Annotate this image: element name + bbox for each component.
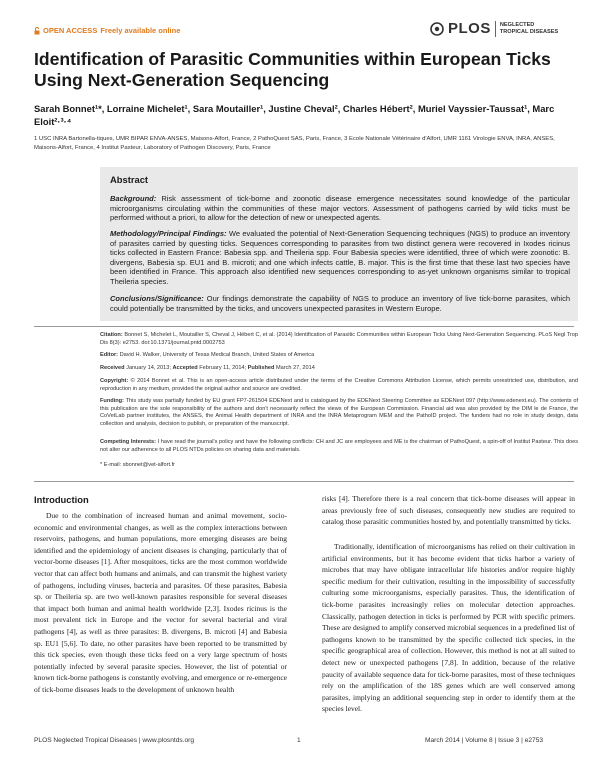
competing-interests [100, 439, 578, 454]
article-title: Identification of Parasitic Communities within European Ticks Using Next-Generation Sequencing [34, 49, 551, 90]
logo-divider [495, 21, 496, 37]
open-access-banner [34, 26, 180, 35]
abstract-conclusions [110, 294, 570, 313]
intro-col2-p1: risks [4]. Therefore there is a real concern that tick-borne diseases will appear in areas previously free of such diseases, consequently new studies are required to catalog those parasitic communities hosted by, and potentially transmitted by ticks. [322, 494, 575, 527]
footer-issue: March 2014 | Volume 8 | Issue 3 | e2753 [425, 737, 544, 744]
background-text: Risk assessment of tick-borne and zoonotic disease emergence necessitates sound knowledge of the particular microorganisms circulating within the communities of these major vectors. Assessment of pathogens carried by wild ticks must be performed without a priori, to allow for the detection of new or unexpected agents. [110, 194, 570, 223]
plos-logo [430, 20, 558, 37]
meta-bottom-rule [34, 481, 574, 482]
journal-name [500, 22, 558, 35]
email: * E-mail: sbonnet@vet-alfort.fr [100, 462, 176, 468]
editor-text: David H. Walker, University of Texas Medical Branch, United States of America [119, 352, 315, 358]
competing-label: Competing Interests: [100, 439, 156, 445]
published-date: March 27, 2014 [275, 365, 315, 371]
editor-label: Editor: [100, 352, 119, 358]
published-label: Published [247, 365, 275, 371]
dates [100, 365, 578, 373]
journal-name-line2: TROPICAL DISEASES [499, 28, 559, 35]
meta-top-rule [34, 326, 574, 327]
intro-col2-p2: Traditionally, identification of microorganisms has relied on their cultivation in artificial environments, but it has become evident that ticks harbor a variety of microbes that may have obligate intracellular life histories and/or require highly specific medium for their cultivation, resulting in the impossibility of successfully culturing some microorganisms, especially parasites. Thus, the identification of tick-borne parasites increasingly relies on molecular detection approaches. Classically, pathogen detection in ticks is performed by PCR with specific primers. These are designed to amplify conserved microbial sequences in a predefined list of pathogens known to be transmitted by the specific collected tick species, in the specific geographical area of collection. However, this method is not at all suited to detect new or unexpected pathogens [7,8]. In addition, because of the relative paucity of available sequence data for tick-borne parasites, most of these techniques rely on the amplification of the 18S genes which are well conserved among parasites, implying an additional sequencing step in order to identify them at the species level. [322, 542, 575, 714]
accepted-label: Accepted [172, 365, 198, 371]
copyright-text: © 2014 Bonnet et al. This is an open-access article distributed under the terms of the Creative Commons Attribution License, which permits unrestricted use, distribution, and reproduction in any medium, provided the original author and source are credited. [100, 378, 578, 392]
footer-page-number: 1 [297, 737, 301, 744]
background-label: Background: [110, 194, 157, 203]
abstract-background [110, 194, 570, 223]
citation-text: Bonnet S, Michelet L, Moutailler S, Cheval J, Hébert C, et al. (2014) Identification of Parasitic Communities within European Ticks Using Next-Generation Sequencing. PLoS Negl Trop Dis 8(3): e2753. doi:10.1371/journal.pntd.0002753 [100, 332, 578, 346]
funding-label: Funding: [100, 398, 124, 404]
citation-label: Citation: [100, 332, 123, 338]
free-label: Freely available online [100, 26, 181, 35]
abstract-heading: Abstract [110, 174, 149, 185]
plos-wordmark: PLOS [448, 20, 491, 37]
author-list: Sarah Bonnet¹*, Lorraine Michelet¹, Sara Moutailler¹, Justine Cheval², Charles Hébert², Muriel Vayssier-Taussat¹, Marc Eloit²·³·⁴ [34, 103, 555, 127]
accepted-date: February 11, 2014; [199, 365, 247, 371]
citation [100, 332, 578, 347]
journal-name-line1: NEGLECTED [499, 22, 535, 28]
copyright-label: Copyright: [100, 378, 129, 384]
competing-text: I have read the journal's policy and have the following conflicts: CH and JC are employees and ME is the chairman of PathoQuest, a spin-off of Institut Pasteur. This does not alter our adherence to all PLOS NTDs policies on sharing data and materials. [100, 439, 578, 453]
funding-text: This study was partially funded by EU grant FP7-261504 EDENext and is catalogued by the EDENext Steering Committee as EDENext 097 (http://www.edenext.eu). The contents of this publication are the sole responsibility of the authors and don't necessarily reflect the views of the European Commission. Financial aid was also provided by the DIM le de France, the CoVetLab partner institutes, the ANSES, the Animal Health department of INRA and the INRA Metaprogram MEM and the PathoID project. The funders had no role in study design, data collection and analysis, decision to publish, or preparation of the manuscript. [100, 398, 578, 427]
methods-text: We evaluated the potential of Next-Generation Sequencing techniques (NGS) to produce an inventory of parasites carried by questing ticks. Sequences corresponding to parasites from two distinct genera were recovered in Ixodes ricinus ticks collected in Eastern France: Babesia spp. and Theileria spp. Four Babesia species were identified, three of which were zoonotic: B. divergens, Babesia sp. EU1 and B. microti; and one which infects cattle, B. major. This is the first time that these last two species have been identified in France. This approach also identified new sequences corresponding to as-yet unknown organisms similar to tropical Theileria species. [110, 229, 571, 286]
received-date: January 14, 2013; [126, 365, 171, 371]
copyright [100, 378, 578, 393]
received-label: Received [100, 365, 125, 371]
introduction-heading: Introduction [34, 494, 89, 505]
conclusions-text: Our findings demonstrate the capability of NGS to produce an inventory of live tick-borne parasites, which could potentially be transmitted by the ticks, and uncovers unexpected parasites in Western Europe. [110, 294, 570, 313]
abstract-methods [110, 229, 570, 287]
open-access-label: OPEN ACCESS [43, 26, 98, 35]
funding [100, 398, 578, 428]
affiliations: 1 USC INRA Bartonella-tiques, UMR BIPAR ENVA-ANSES, Maisons-Alfort, France, 2 PathoQuest SAS, Paris, France, 3 Ecole Nationale Vétérinaire d'Alfort, UMR 1161 Virologie ENVA, INRA, ANSES, Maisons-Alfort, France, 4 Institut Pasteur, Laboratory of Pathogen Discovery, Paris, France [34, 136, 555, 151]
intro-col1: Due to the combination of increased human and animal movement, socio-economic and environmental changes, as well as the complex interactions between reservoirs, pathogens, and human populations, more emerging diseases are being identified and the epidemiology of ancient diseases is changing, particularly that of vector-borne diseases [1]. After mosquitoes, ticks are the most common worldwide vector that can affect both humans and animals, and can transmit the highest variety of pathogens, including viruses, bacteria and parasites. Of these parasites, Babesia sp. or Theileria sp. are two well-known parasites responsible for several diseases that impact both human and animal health worldwide [2,3]. Ixodes ricinus is the most prevalent tick in Europe and the vector for several bacterial and viral pathogens [4], as well as three parasites: B. divergens, B. microti [4] and Babesia sp. EU1 [5,6]. To date, no other parasites have been reported to be transmitted by this tick species, even though these ticks feed on a very large spectrum of hosts potentially infected by several parasite species. However, the list of potential or known tick-borne pathogens is constantly evolving, and emergence or re-emergence of tick-borne diseases leads to the development of unknown health [34, 511, 287, 694]
conclusions-label: Conclusions/Significance: [110, 294, 204, 303]
editor [100, 352, 578, 360]
methods-label: Methodology/Principal Findings: [110, 229, 227, 238]
open-lock-icon [34, 27, 40, 35]
footer-journal: PLOS Neglected Tropical Diseases | www.plosntds.org [34, 737, 195, 744]
plos-mark-icon [430, 22, 444, 36]
